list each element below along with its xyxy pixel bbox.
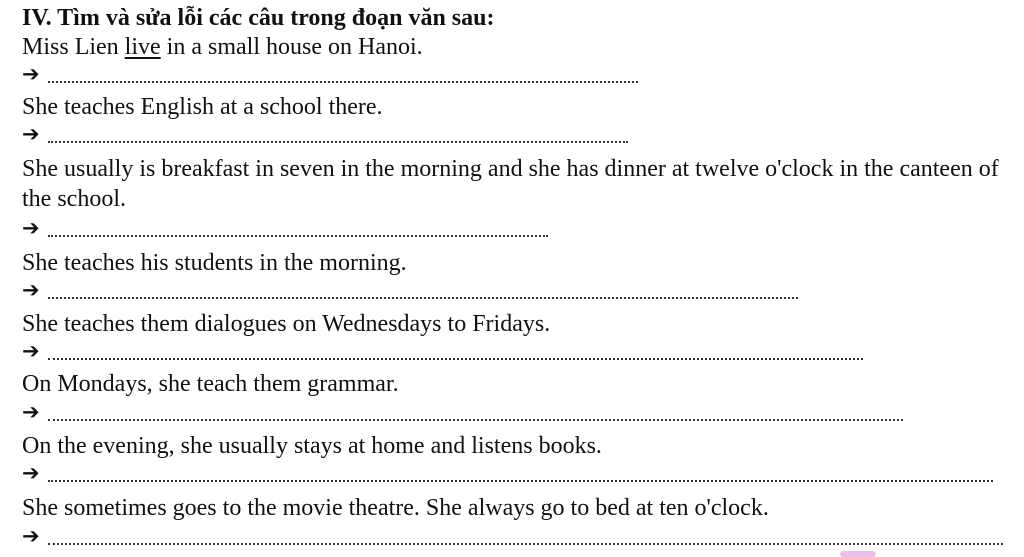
arrow-icon: ➔ xyxy=(22,62,40,86)
answer-line-7[interactable] xyxy=(22,461,993,485)
sentence-1-before: Miss Lien xyxy=(22,34,125,60)
answer-line-5[interactable] xyxy=(22,339,863,363)
dotted-answer-blank[interactable] xyxy=(48,543,1003,545)
dotted-answer-blank[interactable] xyxy=(48,358,863,360)
dotted-answer-blank[interactable] xyxy=(48,235,548,237)
dotted-answer-blank[interactable] xyxy=(48,141,628,143)
arrow-icon: ➔ xyxy=(22,339,40,363)
answer-line-2[interactable] xyxy=(22,122,628,146)
arrow-icon: ➔ xyxy=(22,461,40,485)
sentence-5: She teaches them dialogues on Wednesdays to Fridays. xyxy=(22,311,551,337)
arrow-icon: ➔ xyxy=(22,524,40,548)
exercise-heading: IV. Tìm và sửa lỗi các câu trong đoạn văn sau: xyxy=(22,5,495,31)
highlight-mark xyxy=(840,551,876,557)
sentence-1 xyxy=(22,32,423,62)
arrow-icon: ➔ xyxy=(22,122,40,146)
dotted-answer-blank[interactable] xyxy=(48,81,638,83)
answer-line-3[interactable] xyxy=(22,216,548,240)
sentence-4: She teaches his students in the morning. xyxy=(22,250,407,276)
answer-line-4[interactable] xyxy=(22,278,798,302)
arrow-icon: ➔ xyxy=(22,278,40,302)
answer-line-8[interactable] xyxy=(22,524,1003,548)
sentence-3: She usually is breakfast in seven in the morning and she has dinner at twelve o'clock in the canteen of the school. xyxy=(22,156,999,212)
sentence-7: On the evening, she usually stays at home and listens books. xyxy=(22,433,602,459)
sentence-1-underlined-word: live xyxy=(124,34,161,60)
dotted-answer-blank[interactable] xyxy=(48,419,903,421)
sentence-8: She sometimes goes to the movie theatre. She always go to bed at ten o'clock. xyxy=(22,495,769,521)
sentence-6: On Mondays, she teach them grammar. xyxy=(22,371,399,397)
sentence-2: She teaches English at a school there. xyxy=(22,94,383,120)
arrow-icon: ➔ xyxy=(22,216,40,240)
dotted-answer-blank[interactable] xyxy=(48,297,798,299)
sentence-1-after: in a small house on Hanoi. xyxy=(160,34,423,60)
answer-line-6[interactable] xyxy=(22,400,903,424)
arrow-icon: ➔ xyxy=(22,400,40,424)
dotted-answer-blank[interactable] xyxy=(48,480,993,482)
answer-line-1[interactable] xyxy=(22,62,638,86)
